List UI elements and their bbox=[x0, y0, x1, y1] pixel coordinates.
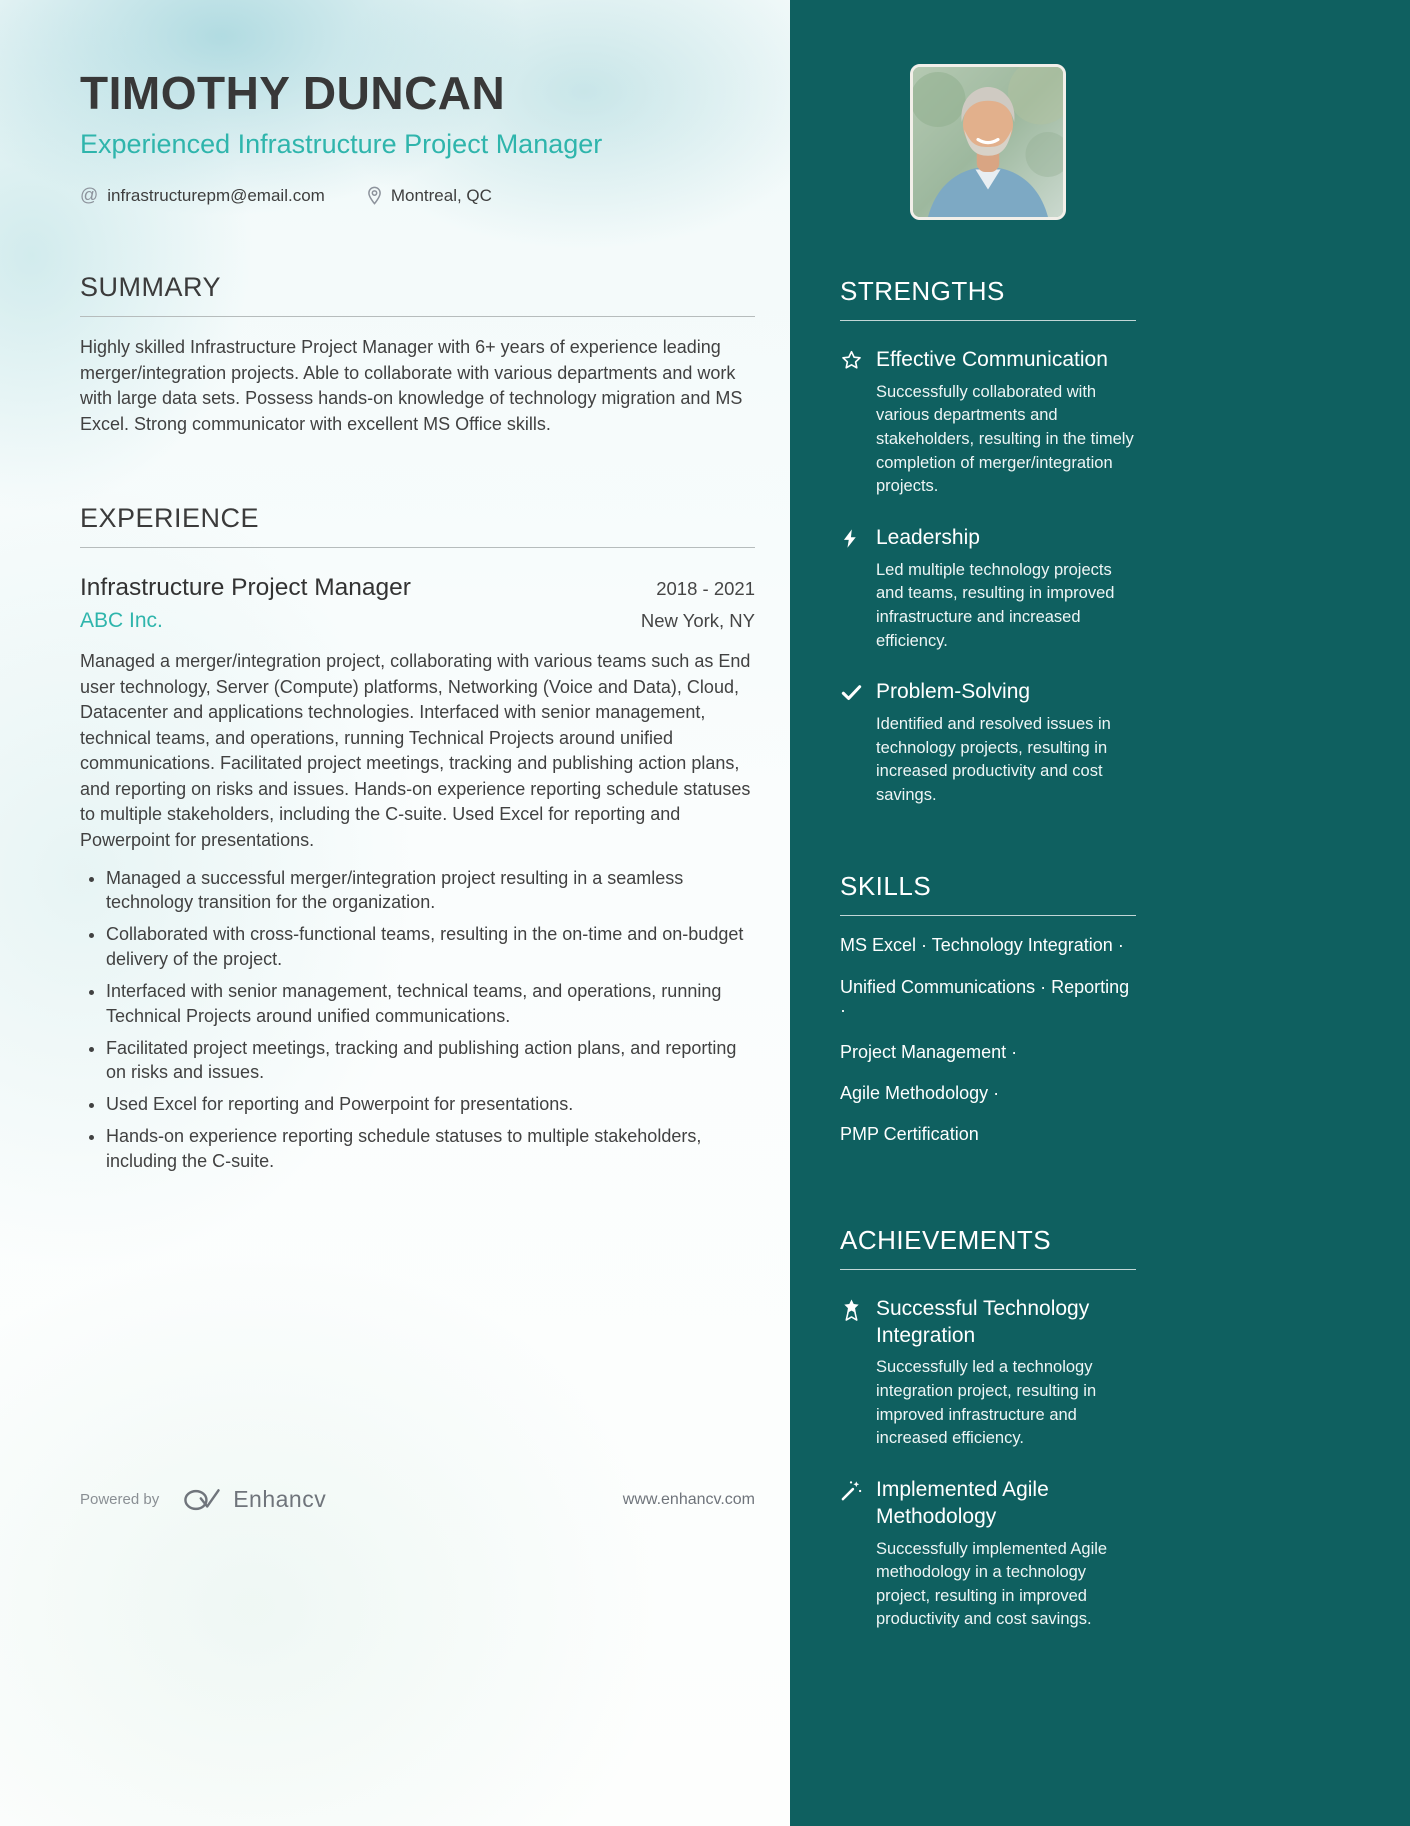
achievement-item bbox=[840, 1477, 1136, 1632]
ribbon-star-icon bbox=[840, 1296, 876, 1350]
strength-title: Effective Communication bbox=[876, 348, 1108, 371]
job-bullet-list bbox=[80, 866, 755, 1174]
job-location: New York, NY bbox=[640, 610, 755, 632]
check-icon bbox=[840, 679, 876, 706]
enhancv-logo[interactable] bbox=[183, 1486, 326, 1513]
check-item bbox=[840, 679, 1136, 807]
wand-icon bbox=[840, 1477, 876, 1531]
skill-line: Project Management · bbox=[840, 1041, 1018, 1062]
lightning-icon bbox=[840, 525, 876, 552]
experience-heading: EXPERIENCE bbox=[80, 503, 755, 548]
strength-title: Leadership bbox=[876, 525, 980, 549]
job-dates: 2018 - 2021 bbox=[656, 578, 755, 600]
strength-title: Problem-Solving bbox=[876, 680, 1031, 704]
skills-section bbox=[840, 871, 1136, 1146]
email-item bbox=[80, 185, 325, 206]
achievement-title: Successful Technology Integration bbox=[876, 1296, 1090, 1347]
job-description: Managed a merger/integration project, collaborating with various teams such as End user technology, Server (Compute) platforms, Networking (Voice and Data), Cloud, Datacenter and applications technologies. Interfaced with senior management, technical teams, and operations, running Technical Projects around unified communications. Facilitated project meetings, tracking and publishing action plans, and reporting on risks and issues. Hands-on experience reporting schedule statuses to multiple stakeholders, including the C-suite. Used Excel for reporting and Powerpoint for presentations. bbox=[80, 651, 751, 851]
job-bullet: • Facilitated project meetings, tracking and publishing action plans, and reporting on risks and issues. bbox=[106, 1036, 755, 1086]
location-item bbox=[367, 186, 492, 206]
contact-row bbox=[80, 185, 755, 206]
strength-item bbox=[840, 347, 1136, 499]
experience-entry bbox=[80, 574, 755, 1173]
job-bullet: • Collaborated with cross-functional teams, resulting in the on-time and on-budget delivery of the project. bbox=[106, 922, 755, 972]
achievement-item bbox=[840, 1296, 1136, 1451]
profile-photo-illustration bbox=[913, 67, 1063, 217]
strengths-section bbox=[840, 276, 1136, 807]
location-text: Montreal, QC bbox=[390, 185, 492, 205]
skills-heading: SKILLS bbox=[840, 871, 1136, 916]
achievements-heading: ACHIEVEMENTS bbox=[840, 1225, 1136, 1270]
job-bullet: • Interfaced with senior management, technical teams, and operations, running Technical Projects around unified communications. bbox=[106, 979, 755, 1029]
strengths-heading: STRENGTHS bbox=[840, 276, 1136, 321]
email-text[interactable]: infrastructurepm@email.com bbox=[107, 185, 325, 205]
email-icon: @ bbox=[80, 185, 99, 205]
job-bullet: • Managed a successful merger/integration project resulting in a seamless technology transition for the organization. bbox=[106, 866, 755, 916]
summary-heading: SUMMARY bbox=[80, 272, 755, 317]
achievements-section bbox=[840, 1225, 1136, 1632]
job-company: ABC Inc. bbox=[80, 609, 163, 633]
experience-section bbox=[80, 503, 755, 1173]
powered-by-label: Powered by bbox=[80, 1491, 160, 1508]
skill-line: Unified Communications · Reporting · bbox=[840, 976, 1130, 1021]
achievement-text: Successfully implemented Agile methodology in a technology project, resulting in improved productivity and cost savings. bbox=[876, 1539, 1108, 1629]
summary-text: Highly skilled Infrastructure Project Manager with 6+ years of experience leading merger/integration projects. Able to collaborate with various departments and work with large data sets. Possess hands-on knowledge of technology migration and MS Excel. Strong communicator with excellent MS Office skills. bbox=[80, 337, 743, 434]
strength-text: Led multiple technology projects and teams, resulting in improved infrastructure and increased efficiency. bbox=[876, 560, 1115, 650]
header-block bbox=[80, 66, 755, 206]
strength-text: Successfully collaborated with various departments and stakeholders, resulting in the timely completion of merger/integration projects. bbox=[876, 382, 1134, 496]
job-title: Infrastructure Project Manager bbox=[80, 574, 411, 602]
sidebar-content bbox=[840, 64, 1136, 1632]
strength-text: Identified and resolved issues in technology projects, resulting in increased productivity and cost savings. bbox=[876, 714, 1111, 804]
enhancv-logo-icon bbox=[183, 1487, 225, 1513]
strength-item bbox=[840, 525, 1136, 653]
achievement-text: Successfully led a technology integration project, resulting in improved infrastructure and increased efficiency. bbox=[876, 1358, 1097, 1448]
enhancv-website-link[interactable]: www.enhancv.com bbox=[622, 1490, 755, 1508]
footer bbox=[80, 1486, 755, 1513]
achievement-title: Implemented Agile Methodology bbox=[876, 1477, 1049, 1528]
skill-line: Agile Methodology · bbox=[840, 1082, 1000, 1103]
sidebar bbox=[790, 0, 1410, 1826]
candidate-title: Experienced Infrastructure Project Manager bbox=[80, 129, 603, 159]
skill-line: MS Excel · Technology Integration · bbox=[840, 935, 1124, 956]
candidate-name: TIMOTHY DUNCAN bbox=[80, 67, 506, 119]
job-bullet: • Hands-on experience reporting schedule statuses to multiple stakeholders, including the C-suite. bbox=[106, 1124, 755, 1174]
location-pin-icon bbox=[367, 186, 382, 205]
skill-line: PMP Certification bbox=[840, 1124, 979, 1145]
job-bullet: • Used Excel for reporting and Powerpoint for presentations. bbox=[106, 1092, 755, 1117]
profile-photo bbox=[910, 64, 1066, 220]
star-outline-icon bbox=[840, 347, 876, 374]
enhancv-logo-text: Enhancv bbox=[233, 1486, 327, 1512]
job-title-row bbox=[80, 574, 755, 602]
job-company-row bbox=[80, 609, 755, 633]
summary-section bbox=[80, 272, 755, 437]
